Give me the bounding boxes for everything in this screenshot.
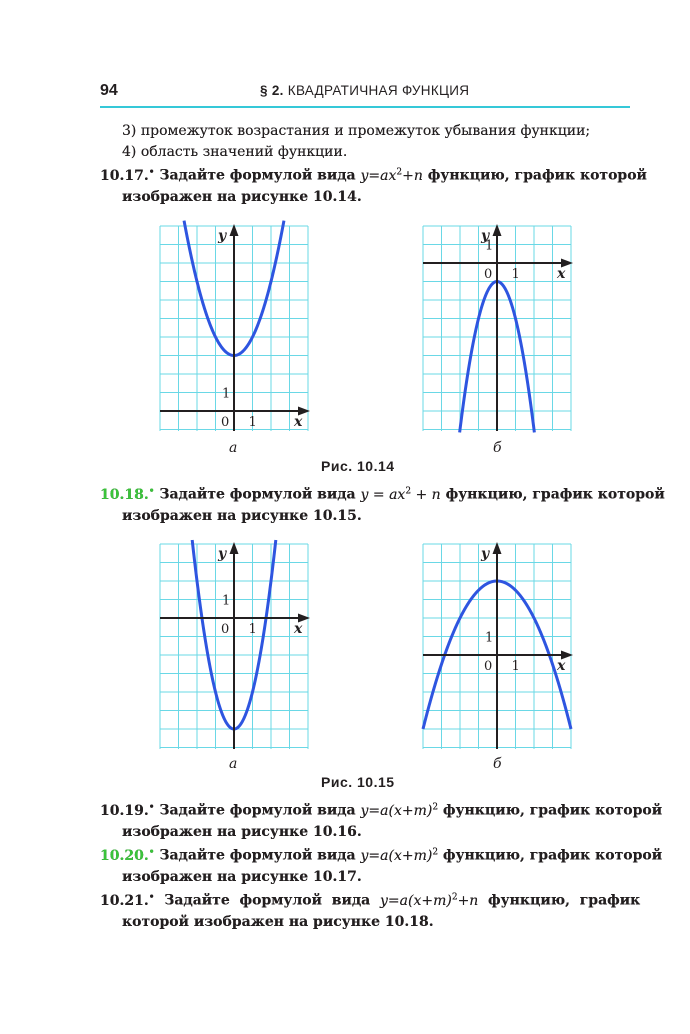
x-axis-label: x: [557, 266, 566, 282]
task-10-19: 10.19.• Задайте формулой вида $y=a(x+m)^2$ функцию, график которой: [100, 802, 663, 819]
page-header: [100, 80, 630, 108]
task-10-17: 10.17.• Задайте формулой вида $y=ax^2+n$ функцию, график которой: [100, 167, 647, 184]
y-axis-label: y: [481, 546, 490, 562]
text-line-1: 3) промежуток возрастания и промежуток убывания функции;: [122, 123, 591, 139]
figure-label-a: а: [229, 440, 238, 456]
section-number: § 2.: [260, 83, 284, 98]
x-tick-label: 1: [248, 622, 257, 637]
graph-10-15-a: [160, 544, 308, 749]
figure-label-b: б: [493, 440, 502, 456]
formula: $y=a(x+m)^2+n$: [380, 892, 479, 909]
text-line-2: 4) область значений функции.: [122, 144, 348, 160]
x-axis-label: x: [557, 658, 566, 674]
origin-label: 0: [484, 267, 493, 282]
figure-label-b: б: [493, 756, 502, 772]
y-tick-label: 1: [485, 630, 494, 646]
origin-label: 0: [484, 659, 493, 674]
task-number: 10.21.•: [100, 892, 155, 909]
graph-10-15-b: [423, 544, 571, 749]
y-axis-label: y: [481, 228, 490, 244]
formula: $y = ax^2 + n$: [360, 486, 441, 503]
section-title: КВАДРАТИЧНАЯ ФУНКЦИЯ: [287, 83, 470, 98]
task-number: 10.20.•: [100, 847, 155, 864]
task-10-18-cont: изображен на рисунке 10.15.: [122, 508, 362, 524]
task-number: 10.17.•: [100, 167, 155, 184]
formula: $y=a(x+m)^2$: [360, 847, 439, 864]
formula: $y=a(x+m)^2$: [360, 802, 439, 819]
x-tick-label: 1: [511, 659, 520, 674]
figure-caption-10-15: Рис. 10.15: [321, 774, 395, 790]
x-tick-label: 1: [511, 267, 520, 282]
graph-10-14-b: [423, 226, 571, 431]
task-10-21-cont: которой изображен на рисунке 10.18.: [122, 914, 434, 930]
y-tick-label: 1: [222, 386, 231, 402]
task-10-18: 10.18.• Задайте формулой вида $y = ax^2 + n$ функцию, график которой: [100, 486, 665, 503]
task-10-21: 10.21.• Задайте формулой вида $y=a(x+m)^2+n$ функцию, график: [100, 892, 641, 909]
task-number: 10.18.•: [100, 486, 155, 503]
x-axis-label: x: [294, 621, 303, 637]
y-axis-label: y: [218, 228, 227, 244]
figure-label-a: а: [229, 756, 238, 772]
chapter-title: [260, 83, 469, 98]
page-number: 94: [100, 82, 118, 99]
task-number: 10.19.•: [100, 802, 155, 819]
task-10-19-cont: изображен на рисунке 10.16.: [122, 824, 362, 840]
task-10-20-cont: изображен на рисунке 10.17.: [122, 869, 362, 885]
x-tick-label: 1: [248, 415, 257, 430]
formula: $y=ax^2+n$: [360, 167, 423, 184]
task-10-20: 10.20.• Задайте формулой вида $y=a(x+m)^2$ функцию, график которой: [100, 847, 663, 864]
origin-label: 0: [221, 415, 230, 430]
origin-label: 0: [221, 622, 230, 637]
graph-10-14-a: [160, 226, 308, 431]
x-axis-label: x: [294, 414, 303, 430]
task-10-17-cont: изображен на рисунке 10.14.: [122, 189, 362, 205]
y-tick-label: 1: [485, 238, 494, 254]
y-tick-label: 1: [222, 593, 231, 609]
y-axis-label: y: [218, 546, 227, 562]
figure-caption-10-14: Рис. 10.14: [321, 458, 395, 474]
